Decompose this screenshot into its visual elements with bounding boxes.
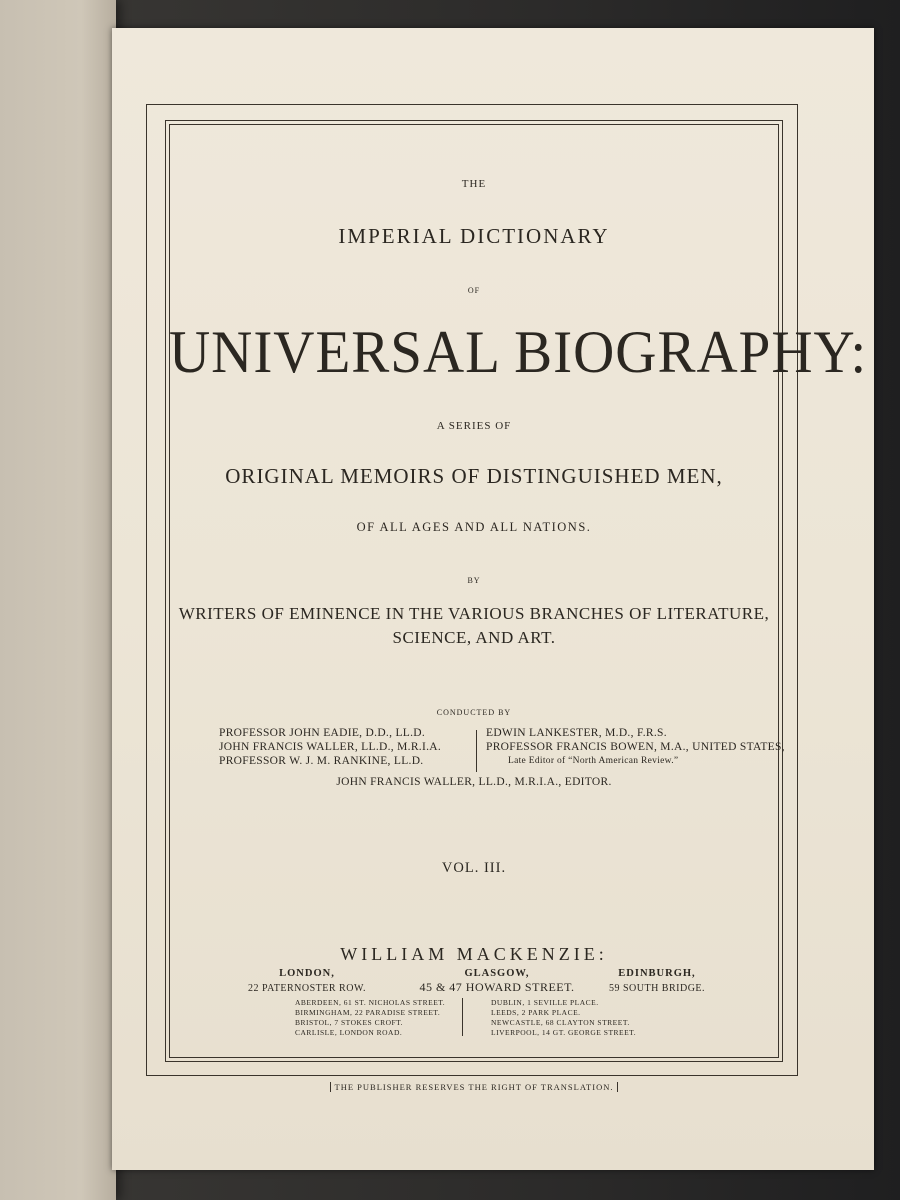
city-name: GLASGOW, (464, 968, 530, 979)
editor-name: PROFESSOR W. J. M. RANKINE, LL.D. (219, 755, 424, 767)
translation-rights-notice (169, 1082, 779, 1092)
volume-number: VOL. III. (441, 860, 507, 876)
editor-name: JOHN FRANCIS WALLER, LL.D., M.R.I.A. (219, 741, 442, 753)
main-title: UNIVERSAL BIOGRAPHY: (169, 319, 868, 386)
city-edinburgh (592, 968, 722, 994)
inner-border-rule (169, 124, 868, 1058)
publisher-name: WILLIAM MACKENZIE: (340, 944, 608, 964)
title-article: THE (461, 178, 487, 190)
branches-left-column (295, 998, 445, 1038)
title-page (112, 28, 874, 1170)
city-address: 45 & 47 HOWARD STREET. (419, 980, 575, 994)
editors-right-column (486, 726, 785, 768)
branches-right-column (491, 998, 636, 1038)
editor-name: EDWIN LANKESTER, M.D., F.R.S. (486, 727, 667, 739)
rights-text: THE PUBLISHER RESERVES THE RIGHT OF TRANSLATION. (330, 1082, 619, 1092)
branch-address: DUBLIN, 1 SEVILLE PLACE. (491, 998, 599, 1007)
conducted-by-label: CONDUCTED BY (436, 708, 512, 717)
editor-note: Late Editor of “North American Review.” (508, 756, 679, 766)
subtitle-memoirs: ORIGINAL MEMOIRS OF DISTINGUISHED MEN, (225, 464, 723, 488)
chief-editor: JOHN FRANCIS WALLER, LL.D., M.R.I.A., EDITOR. (336, 776, 612, 788)
editor-name: PROFESSOR JOHN EADIE, D.D., LL.D. (219, 727, 426, 739)
city-address: 59 SOUTH BRIDGE. (608, 983, 706, 994)
city-glasgow (412, 968, 582, 995)
branch-address: BIRMINGHAM, 22 PARADISE STREET. (295, 1008, 441, 1017)
branch-address: ABERDEEN, 61 ST. NICHOLAS STREET. (295, 998, 446, 1007)
left-page-edge (0, 0, 116, 1200)
title-of: OF (467, 286, 481, 295)
writers-line-2: SCIENCE, AND ART. (392, 628, 556, 647)
by-label: BY (467, 576, 481, 585)
branch-address: BRISTOL, 7 STOKES CROFT. (295, 1018, 404, 1027)
editors-divider (476, 730, 477, 772)
branch-address: LIVERPOOL, 14 GT. GEORGE STREET. (491, 1028, 637, 1037)
editor-name: PROFESSOR FRANCIS BOWEN, M.A., UNITED STATES, (486, 741, 785, 753)
editors-left-column (219, 726, 441, 768)
subtitle-series: A SERIES OF (436, 420, 512, 432)
branch-address: NEWCASTLE, 68 CLAYTON STREET. (491, 1018, 630, 1027)
city-london (242, 968, 372, 994)
branches-divider (462, 998, 463, 1036)
writers-line-1: WRITERS OF EMINENCE IN THE VARIOUS BRANCHES OF LITERATURE, (178, 604, 770, 623)
branch-address: LEEDS, 2 PARK PLACE. (491, 1008, 581, 1017)
city-name: EDINBURGH, (618, 968, 696, 979)
city-name: LONDON, (279, 968, 335, 979)
branch-address: CARLISLE, LONDON ROAD. (295, 1028, 403, 1037)
city-address: 22 PATERNOSTER ROW. (248, 983, 366, 994)
subtitle-ages: OF ALL AGES AND ALL NATIONS. (356, 520, 592, 534)
title-imperial: IMPERIAL DICTIONARY (338, 224, 610, 248)
